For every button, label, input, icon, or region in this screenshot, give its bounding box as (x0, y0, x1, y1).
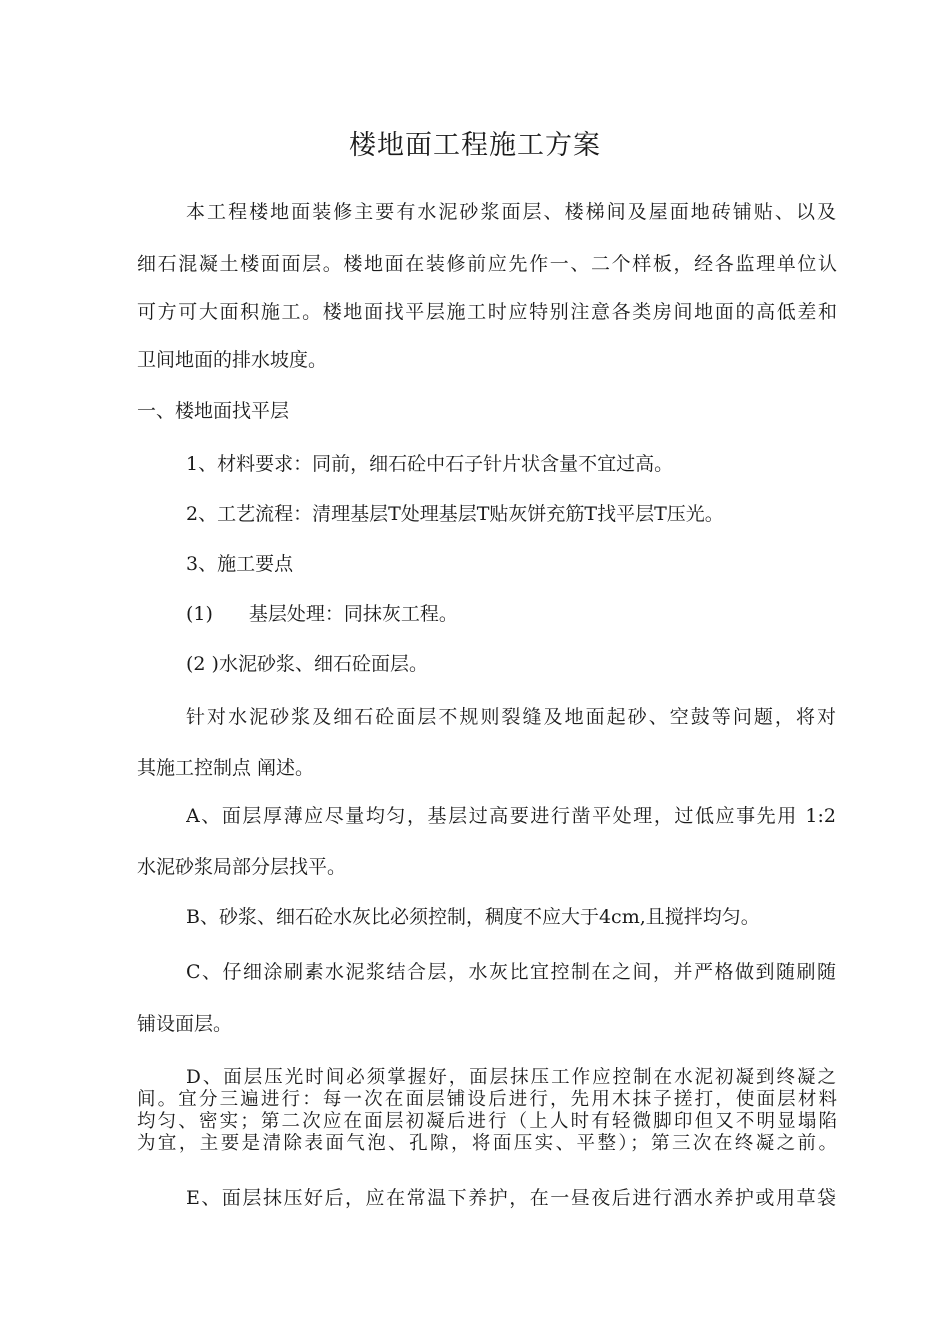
paragraph-line: B、砂浆、细石砼水灰比必须控制，稠度不应大于4cm,且搅拌均匀。 (186, 906, 760, 928)
paragraph-line: 铺设面层。 (137, 1013, 233, 1035)
paragraph-line: 本工程楼地面装修主要有水泥砂浆面层、楼梯间及屋面地砖铺贴、以及 (186, 201, 836, 223)
paragraph-line: D、面层压光时间必须掌握好，面层抹压工作应控制在水泥初凝到终凝之 (186, 1067, 836, 1088)
paragraph-line: 为宜，主要是清除表面气泡、孔隙，将面压实、平整）；第三次在终凝之前。 (137, 1133, 837, 1154)
paragraph-line: 水泥砂浆局部分层找平。 (137, 856, 347, 878)
sub-item: (2 )水泥砂浆、细石砼面层。 (186, 653, 428, 675)
paragraph-line: 细石混凝土楼面面层。楼地面在装修前应先作一、二个样板，经各监理单位认 (137, 253, 837, 275)
sub-item (186, 600, 836, 628)
page-title: 楼地面工程施工方案 (349, 130, 601, 161)
paragraph-line: E、面层抹压好后，应在常温下养护，在一昼夜后进行洒水养护或用草袋 (186, 1187, 836, 1209)
paragraph-line: 可方可大面积施工。楼地面找平层施工时应特别注意各类房间地面的高低差和 (137, 301, 837, 323)
list-item: 1、材料要求：同前，细石砼中石子针片状含量不宜过高。 (186, 453, 674, 475)
paragraph-line: A、面层厚薄应尽量均匀，基层过高要进行凿平处理，过低应事先用 1:2 (186, 805, 836, 827)
list-item: 3、施工要点 (186, 553, 294, 575)
paragraph-line: 均匀、密实；第二次应在面层初凝后进行（上人时有轻微脚印但又不明显塌陷 (137, 1111, 837, 1132)
paragraph-line: 间。宜分三遍进行：每一次在面层铺设后进行，先用木抹子搓打，使面层材料 (137, 1089, 837, 1110)
paragraph-line: 其施工控制点 阐述。 (137, 757, 315, 779)
list-item: 2、工艺流程：清理基层T处理基层T贴灰饼充筋T找平层T压光。 (186, 503, 724, 525)
paragraph-line: 针对水泥砂浆及细石砼面层不规则裂缝及地面起砂、空鼓等问题，将对 (186, 706, 836, 728)
paragraph-line: C、仔细涂刷素水泥浆结合层，水灰比宜控制在之间，并严格做到随刷随 (186, 961, 836, 983)
paragraph-line: 卫间地面的排水坡度。 (137, 349, 328, 371)
section-heading: 一、楼地面找平层 (137, 400, 290, 422)
sub-item-text: 基层处理：同抹灰工程。 (248, 603, 458, 625)
sub-item-number: (1) (186, 603, 213, 625)
